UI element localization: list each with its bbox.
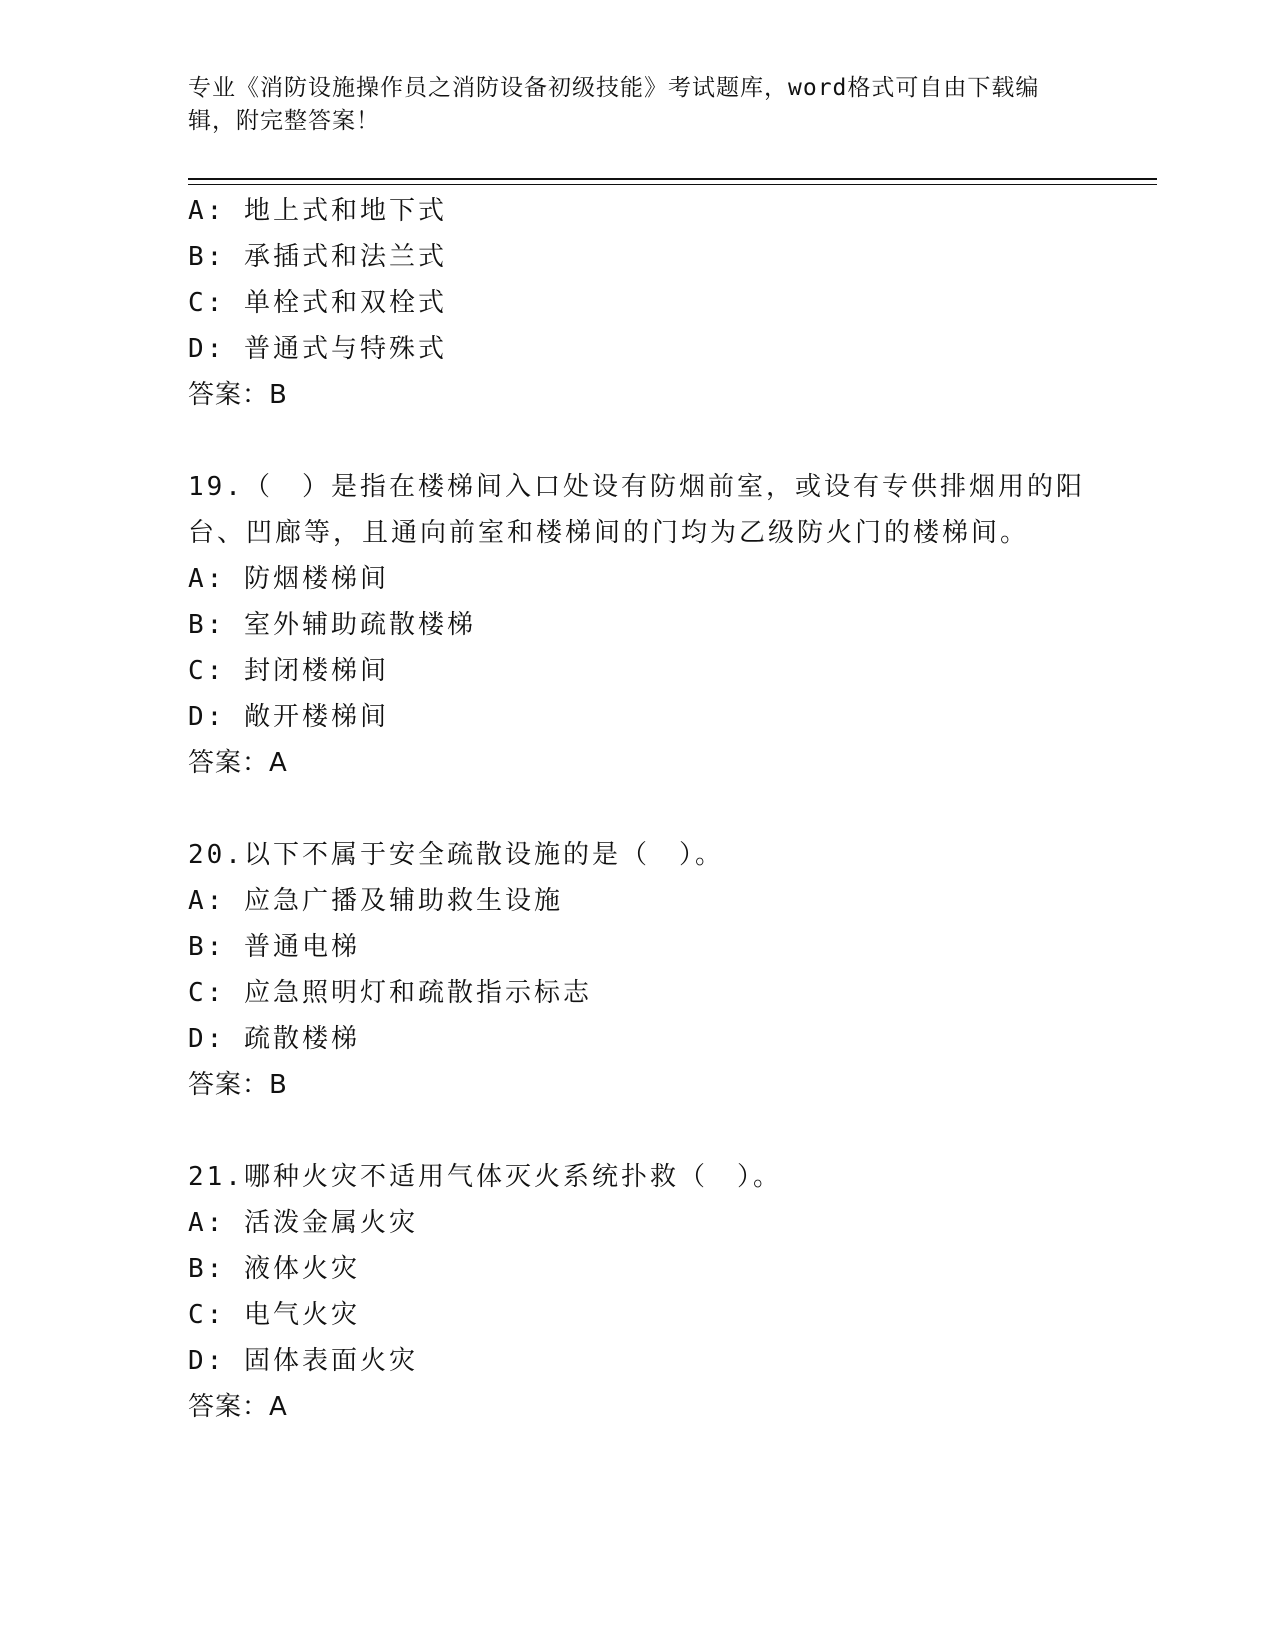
- header-divider-thin: [188, 184, 1157, 185]
- option-c: C: 应急照明灯和疏散指示标志: [188, 978, 592, 1008]
- answer: 答案：A: [188, 748, 288, 778]
- option-a: A: 防烟楼梯间: [188, 564, 389, 594]
- document-header: [188, 72, 1068, 138]
- option-a: A: 应急广播及辅助救生设施: [188, 886, 563, 916]
- question-stem: 19.（ ）是指在楼梯间入口处设有防烟前室，或设有专供排烟用的阳台、凹廊等，且通向前室和楼梯间的门均为乙级防火门的楼梯间。: [188, 472, 1085, 548]
- option-d: D: 固体表面火灾: [188, 1346, 418, 1376]
- question-19: [188, 464, 1088, 786]
- header-divider-thick: [188, 178, 1157, 180]
- option-d: D: 普通式与特殊式: [188, 334, 447, 364]
- option-a: A: 活泼金属火灾: [188, 1208, 418, 1238]
- question-20: [188, 832, 1088, 1108]
- option-b: B: 普通电梯: [188, 932, 360, 962]
- option-a: A: 地上式和地下式: [188, 196, 447, 226]
- question-stem: 21.哪种火灾不适用气体灭火系统扑救（ ）。: [188, 1162, 782, 1192]
- option-b: B: 室外辅助疏散楼梯: [188, 610, 476, 640]
- answer: 答案：B: [188, 1070, 288, 1100]
- answer: 答案：A: [188, 1392, 288, 1422]
- question-stem: 20.以下不属于安全疏散设施的是（ ）。: [188, 840, 724, 870]
- option-c: C: 电气火灾: [188, 1300, 360, 1330]
- question-18: [188, 188, 1088, 418]
- answer: 答案：B: [188, 380, 288, 410]
- option-c: C: 封闭楼梯间: [188, 656, 389, 686]
- question-list: [188, 188, 1088, 1430]
- question-21: [188, 1154, 1088, 1430]
- option-d: D: 敞开楼梯间: [188, 702, 389, 732]
- header-text: 专业《消防设施操作员之消防设备初级技能》考试题库，word格式可自由下载编辑，附完整答案！: [188, 75, 1040, 134]
- option-d: D: 疏散楼梯: [188, 1024, 360, 1054]
- option-c: C: 单栓式和双栓式: [188, 288, 447, 318]
- option-b: B: 液体火灾: [188, 1254, 360, 1284]
- option-b: B: 承插式和法兰式: [188, 242, 447, 272]
